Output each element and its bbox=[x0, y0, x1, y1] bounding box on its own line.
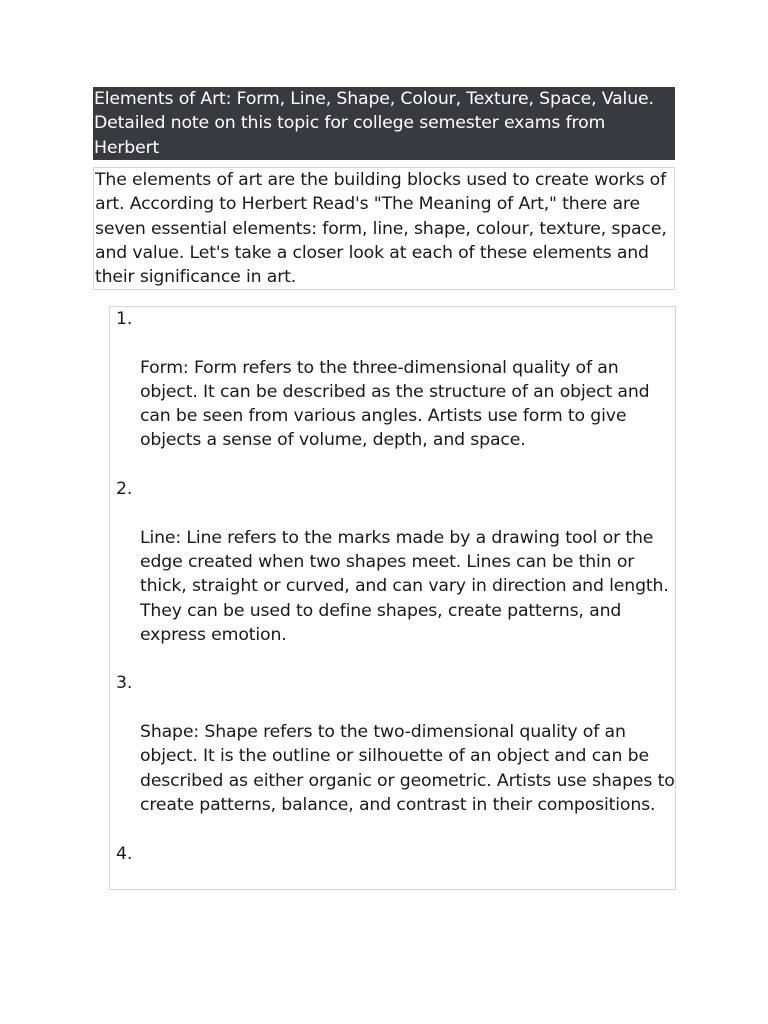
list-item-number: 2. bbox=[116, 479, 133, 500]
list-item-shape bbox=[110, 671, 675, 841]
list-item-line bbox=[110, 477, 675, 671]
list-item-form bbox=[110, 307, 675, 477]
list-item-text: Line: Line refers to the marks made by a drawing tool or the edge created when two shapes meet. Lines can be thin or thick, straight or curved, and can vary in direction and length. They can be used to define shapes, create patterns, and express emotion. bbox=[140, 527, 669, 645]
intro-paragraph: The elements of art are the building blocks used to create works of art. According to Herbert Read's "The Meaning of Art," there are seven essential elements: form, line, shape, colour, texture, space, and value. Let's take a closer look at each of these elements and their significance in art. bbox=[93, 167, 675, 290]
list-item-number: 1. bbox=[116, 309, 133, 329]
list-item-number: 4. bbox=[116, 843, 133, 864]
list-item-colour bbox=[110, 842, 675, 890]
list-item-text: Form: Form refers to the three-dimensional quality of an object. It can be described as the structure of an object and can be seen from various angles. Artists use form to give objects a sense of volume, depth, and space. bbox=[140, 357, 650, 451]
elements-list bbox=[110, 307, 675, 890]
document-title: Elements of Art: Form, Line, Shape, Colour, Texture, Space, Value. Detailed note on this topic for college semester exams from Herbert bbox=[93, 87, 675, 160]
list-item-text: Shape: Shape refers to the two-dimensional quality of an object. It is the outline or silhouette of an object and can be described as either organic or geometric. Artists use shapes to create patterns, balance, and contrast in their compositions. bbox=[140, 722, 675, 815]
elements-list-box bbox=[109, 306, 676, 890]
list-item-number: 3. bbox=[116, 673, 133, 694]
